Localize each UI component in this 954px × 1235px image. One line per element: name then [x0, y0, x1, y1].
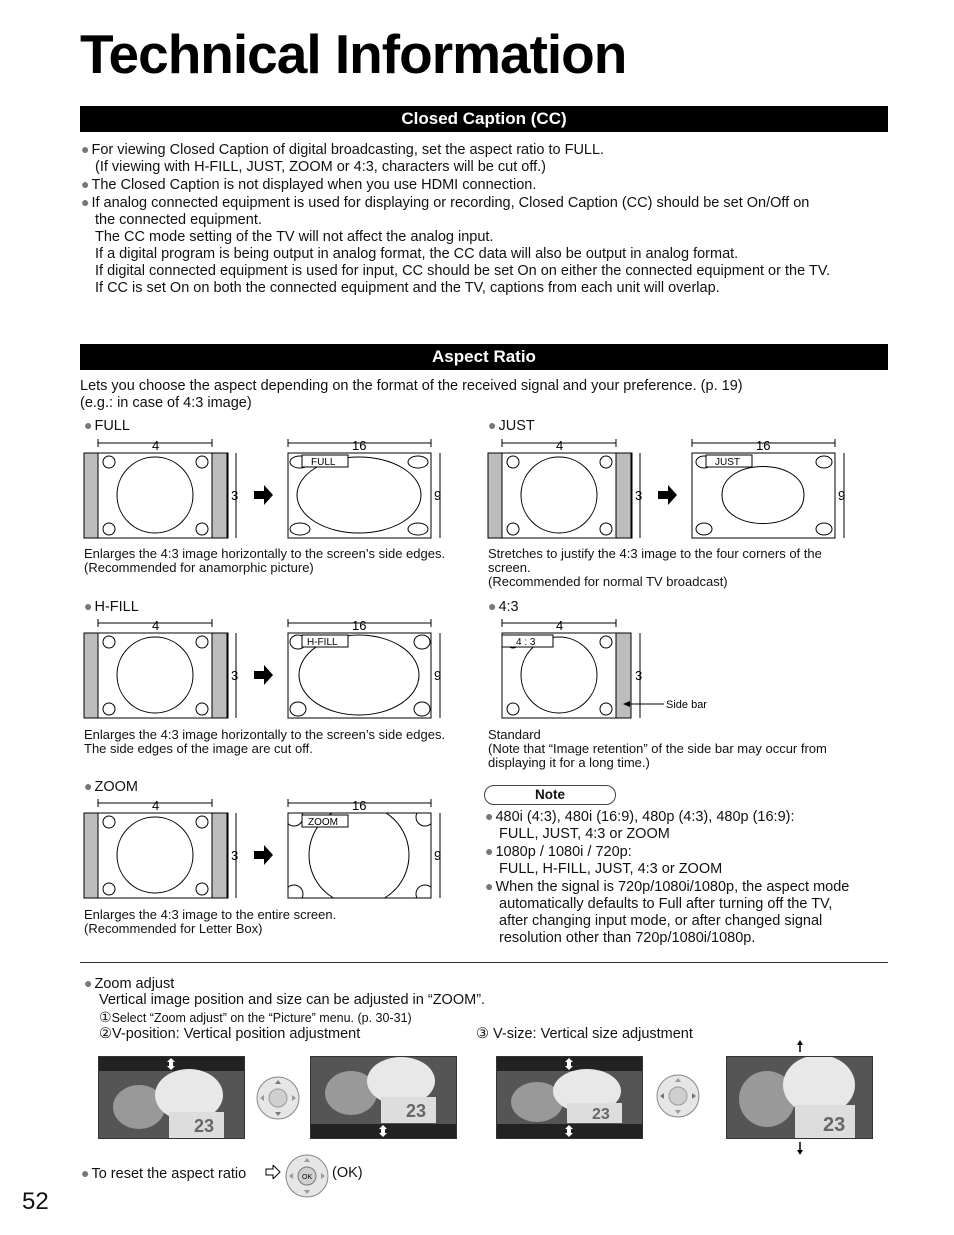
height-3: 3	[231, 488, 239, 503]
height-3: 3	[635, 668, 643, 683]
note-line-7: after changing input mode, or after changed signal	[499, 913, 823, 929]
closed-caption-heading: Closed Caption (CC)	[80, 106, 888, 132]
hfill-diagram	[82, 617, 452, 724]
aspect-ratio-heading: Aspect Ratio	[80, 344, 888, 370]
mode-tag: JUST	[715, 457, 740, 468]
full-desc-1: Enlarges the 4:3 image horizontally to the screen’s side edges.	[84, 546, 446, 561]
aspect-intro: Lets you choose the aspect depending on the format of the received signal and your preference. (p. 19)	[80, 378, 743, 394]
note-list	[485, 808, 885, 947]
height-3: 3	[231, 848, 239, 863]
just-desc-1: Stretches to justify the 4:3 image to the four corners of the	[488, 546, 822, 561]
43-desc-1: Standard	[488, 727, 541, 742]
mode-just-label-text: JUST	[498, 418, 535, 434]
cc-item-3	[81, 194, 901, 212]
mode-zoom-label-text: ZOOM	[94, 779, 138, 795]
note-item-3	[485, 878, 885, 896]
height-9: 9	[838, 488, 846, 503]
note-line-5: When the signal is 720p/1080i/1080p, the aspect mode	[495, 879, 850, 895]
zoom-adjust-step-2	[99, 1026, 360, 1043]
note-item-2	[485, 843, 885, 861]
right-arrow-icon	[254, 665, 273, 685]
source-43-screen	[84, 799, 239, 898]
cc-item-2	[81, 176, 901, 194]
cc-line-6: The CC mode setting of the TV will not affect the analog input.	[95, 229, 494, 245]
target-169-screen	[288, 439, 440, 538]
closed-caption-list	[81, 141, 901, 297]
zoom-adjust-desc: Vertical image position and size can be adjusted in “ZOOM”.	[99, 992, 486, 1008]
note-line-1: 480i (4:3), 480i (16:9), 480p (4:3), 480p (16:9):	[495, 809, 795, 825]
page-number: 52	[22, 1188, 49, 1215]
mode-tag: FULL	[311, 457, 336, 468]
step-3-number: ③	[476, 1026, 489, 1042]
cc-line-1: For viewing Closed Caption of digital broadcasting, set the aspect ratio to FULL.	[91, 142, 605, 158]
cc-item-1	[81, 141, 901, 159]
note-label: Note	[484, 785, 616, 805]
ok-button-icon	[285, 1154, 329, 1198]
vpos-before-photo	[98, 1056, 245, 1139]
vpos-after-photo	[310, 1056, 457, 1139]
source-43-screen	[488, 439, 643, 538]
zoom-adjust-step-1	[99, 1009, 412, 1026]
source-43-screen	[84, 439, 239, 538]
section-divider	[80, 962, 888, 963]
four-three-diagram	[486, 617, 726, 724]
zoom-diagram	[82, 797, 452, 904]
width-16: 16	[352, 438, 367, 453]
target-169-screen	[288, 619, 440, 718]
note-line-2: FULL, JUST, 4:3 or ZOOM	[499, 826, 670, 842]
note-item-1	[485, 808, 885, 826]
up-arrow-icon	[797, 1040, 803, 1045]
cc-line-5: the connected equipment.	[95, 212, 262, 228]
just-diagram	[486, 437, 856, 544]
cc-line-9: If CC is set On on both the connected equipment and the TV, captions from each unit will overlap.	[95, 280, 720, 296]
side-bar-label: Side bar	[666, 699, 707, 711]
height-9: 9	[434, 488, 442, 503]
ok-text: (OK)	[332, 1165, 363, 1181]
remote-dpad-2	[656, 1074, 700, 1118]
width-4: 4	[152, 618, 160, 633]
height-3: 3	[231, 668, 239, 683]
mode-tag: H-FILL	[307, 637, 338, 648]
zoom-adjust-step-3	[476, 1026, 693, 1043]
reset-label-text: To reset the aspect ratio	[91, 1166, 247, 1182]
right-arrow-icon	[658, 485, 677, 505]
cc-line-3: The Closed Caption is not displayed when you use HDMI connection.	[91, 177, 537, 193]
width-16: 16	[756, 438, 771, 453]
step-3-text: V-size: Vertical size adjustment	[489, 1026, 693, 1042]
step-2-text: V-position: Vertical position adjustment	[112, 1026, 361, 1042]
cc-line-4: If analog connected equipment is used for displaying or recording, Closed Caption (CC) should be set On/Off on	[91, 195, 810, 211]
aspect-example: (e.g.: in case of 4:3 image)	[80, 395, 252, 411]
reset-label	[81, 1165, 246, 1183]
note-line-3: 1080p / 1080i / 720p:	[495, 844, 632, 860]
hfill-desc-1: Enlarges the 4:3 image horizontally to the screen’s side edges.	[84, 727, 446, 742]
step-1-text: Select “Zoom adjust” on the “Picture” menu. (p. 30-31)	[111, 1011, 412, 1025]
mode-tag: 4 : 3	[516, 637, 536, 648]
step-2-number: ②	[99, 1026, 112, 1042]
mode-zoom-label	[84, 778, 138, 796]
mode-just-label	[488, 417, 535, 435]
height-3: 3	[635, 488, 643, 503]
zoom-adjust-title	[84, 975, 174, 993]
right-arrow-icon	[254, 485, 273, 505]
zoom-desc-2: (Recommended for Letter Box)	[84, 921, 263, 936]
width-4: 4	[152, 798, 160, 813]
vsize-before-photo	[496, 1056, 643, 1139]
target-169-screen	[285, 799, 440, 904]
note-line-4: FULL, H-FILL, JUST, 4:3 or ZOOM	[499, 861, 723, 877]
mode-hfill-label-text: H-FILL	[94, 599, 139, 615]
width-16: 16	[352, 618, 367, 633]
svg-text:23: 23	[592, 1106, 610, 1123]
width-4: 4	[556, 438, 564, 453]
vsize-after-photo	[726, 1056, 873, 1139]
width-4: 4	[152, 438, 160, 453]
page-title: Technical Information	[80, 23, 627, 85]
svg-text:23: 23	[194, 1116, 215, 1136]
note-line-6: automatically defaults to Full after turning off the TV,	[499, 896, 833, 912]
full-diagram	[82, 437, 452, 544]
ok-button-text: OK	[302, 1174, 313, 1181]
source-43-screen	[84, 619, 239, 718]
mode-43-label-text: 4:3	[498, 599, 519, 615]
full-desc-2: (Recommended for anamorphic picture)	[84, 560, 314, 575]
width-16: 16	[352, 798, 367, 813]
width-4: 4	[556, 618, 564, 633]
right-arrow-icon	[254, 845, 273, 865]
svg-text:23: 23	[406, 1101, 427, 1121]
note-line-8: resolution other than 720p/1080i/1080p.	[499, 930, 756, 946]
zoom-desc-1: Enlarges the 4:3 image to the entire screen.	[84, 907, 337, 922]
right-arrow-icon	[265, 1165, 281, 1179]
down-arrow-icon	[797, 1150, 803, 1155]
cc-line-2: (If viewing with H-FILL, JUST, ZOOM or 4:3, characters will be cut off.)	[95, 159, 546, 175]
just-desc-3: (Recommended for normal TV broadcast)	[488, 574, 728, 589]
height-9: 9	[434, 668, 442, 683]
svg-text:23: 23	[823, 1114, 846, 1136]
mode-43-label	[488, 598, 519, 616]
height-9: 9	[434, 848, 442, 863]
just-desc-2: screen.	[488, 560, 531, 575]
43-desc-2: (Note that “Image retention” of the side bar may occur from	[488, 741, 827, 756]
zoom-adjust-title-text: Zoom adjust	[94, 976, 175, 992]
hfill-desc-2: The side edges of the image are cut off.	[84, 741, 313, 756]
remote-dpad-1	[256, 1076, 300, 1120]
cc-line-8: If digital connected equipment is used for input, CC should be set On on either the connected equipment or the TV.	[95, 263, 831, 279]
43-desc-3: displaying it for a long time.)	[488, 755, 650, 770]
target-169-screen	[692, 439, 844, 538]
mode-full-label-text: FULL	[94, 418, 130, 434]
mode-hfill-label	[84, 598, 139, 616]
step-1-number: ①	[99, 1009, 112, 1025]
cc-line-7: If a digital program is being output in analog format, the CC data will also be output in analog format.	[95, 246, 739, 262]
mode-full-label	[84, 417, 130, 435]
mode-tag: ZOOM	[308, 817, 338, 828]
